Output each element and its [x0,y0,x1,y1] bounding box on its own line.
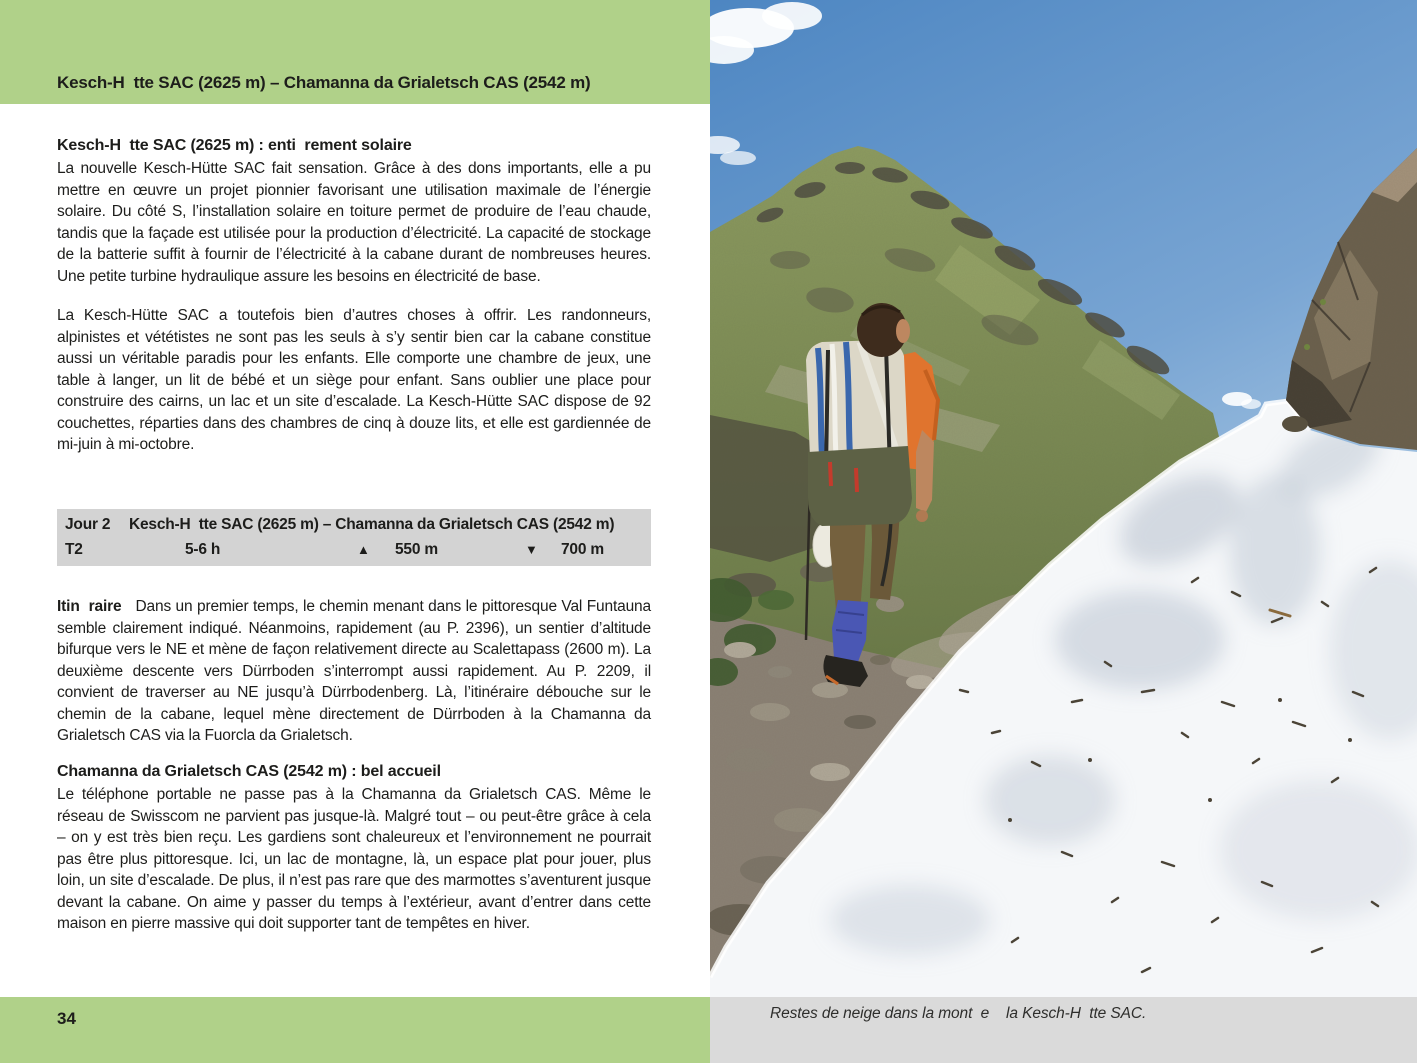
photo-caption-bar [710,997,1417,1063]
article-column [0,0,710,997]
route-photo [710,0,1417,997]
itinerary-lead: Itin raire [57,598,122,615]
infobox-difficulty: T2 [65,541,83,558]
backpack-bottom [808,446,912,526]
infobox-ascent: 550 m [395,541,438,558]
paragraph-solar: La nouvelle Kesch-Hütte SAC fait sensation. Grâce à des dons importants, elle a pu mettre en œuvre un projet pionnier favorisant une utilisation maximale de l’énergie solaire. Du côté S, l’installation solaire en toiture permet de produire de l’eau chaude, tandis que la façade est utilisée pour la production d’électricité. La capacité de stockage de la batterie suffit à fournir de l’électricité à la cabane durant de nombreuses heures. Une petite turbine hydraulique assure les besoins en électricité de base. [57,160,651,285]
paragraph-welcome: Le téléphone portable ne passe pas à la Chamanna da Grialetsch CAS. Même le réseau de Swisscom ne parvient pas jusque-là. Malgré tout – ou peut-être grâce à cela – on y est très bien reçu. Les gardiens sont chaleureux et l’environnement ne pourrait pas être plus pittoresque. Ici, un lac de montagne, là, un espace plat pour jouer, plus loin, un site d’escalade. De plus, il n’est pas rare que des marmottes s’aventurent jusque devant la cabane. On aime y passer du temps à l’extérieur, avant d’entrer dans cette maison en pierre massive qui doit supporter tant de tempêtes en hiver. [57,786,651,932]
route-title: Kesch-H tte SAC (2625 m) – Chamanna da Grialetsch CAS (2542 m) [57,73,591,92]
hiker-face [896,319,910,343]
infobox-duration: 5-6 h [185,541,221,558]
section-heading-hut: Kesch-H tte SAC (2625 m) : enti rement solaire [57,137,412,154]
ascent-icon: ▲ [357,542,370,557]
hand [916,510,928,522]
infobox-day-label: Jour 2 [65,516,111,533]
stage-infobox [57,509,651,566]
descent-icon: ▼ [525,542,538,557]
backpack-strap-blue [818,348,822,456]
page-number: 34 [57,1009,76,1028]
itinerary-text: Dans un premier temps, le chemin menant dans le pittoresque Val Funtauna semble clairement indiqué. Néanmoins, rapidement (au P. 2396), un sentier d’altitude bifurque vers le NE et mène de façon relativement directe au Scalettapass (2600 m). La deuxième descente vers Dürrboden s’interrompt aussi rapidement. Au P. 2209, il convient de traverser au NE jusqu’à Dürrbodenberg. Là, l’itinéraire débouche sur le chemin de la cabane, lequel mène directement de Dürrboden à la Chamanna da Grialetsch CAS via la Fuorcla da Grialetsch. [57,598,651,744]
section-heading-grialetsch: Chamanna da Grialetsch CAS (2542 m) : bel accueil [57,763,441,780]
infobox-descent: 700 m [561,541,604,558]
page-footer-bar [0,997,710,1063]
paragraph-family: La Kesch-Hütte SAC a toutefois bien d’autres choses à offrir. Les randonneurs, alpinistes et vététistes ne sont pas les seuls à s’y sentir bien car la cabane constitue aussi un véritable paradis pour les enfants. Elle comporte une chambre de jeux, une table à langer, un lit de bébé et un siège pour enfant. Sans oublier une place pour construire des cairns, un lac et un site d’escalade. La Kesch-Hütte SAC dispose de 92 couchettes, réparties dans des chambres de cinq à douze lits, et elle est gardiennée de mi-juin à mi-octobre. [57,307,651,453]
itinerary-paragraph [57,596,651,747]
backpack-strap-blue2 [846,342,850,456]
photo-caption: Restes de neige dans la mont e la Kesch-H tte SAC. [770,1005,1147,1022]
infobox-route: Kesch-H tte SAC (2625 m) – Chamanna da Grialetsch CAS (2542 m) [129,516,615,533]
bare-arm [916,430,934,512]
